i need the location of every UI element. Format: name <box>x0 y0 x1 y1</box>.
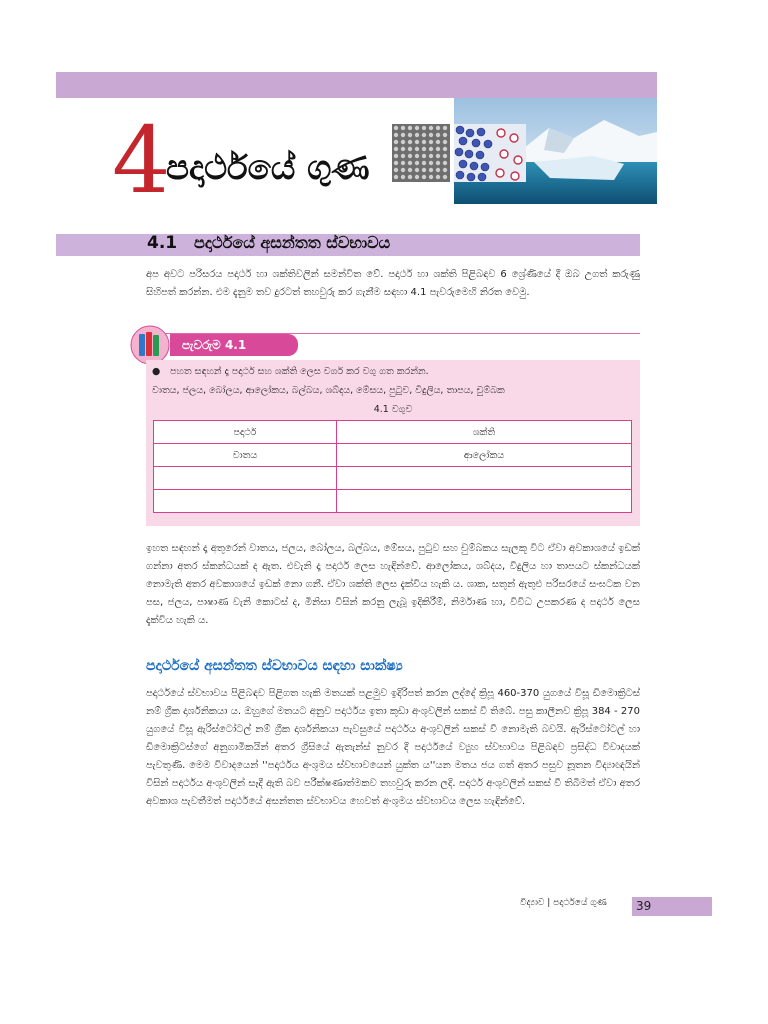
table-row <box>154 444 632 467</box>
table-caption: 4.1 වගුව <box>373 404 413 415</box>
intro-paragraph: අප අවට පරිසරය පදාර්ථ හා ශක්තිවලින් සමන්විත වේ. පදාර්ථ හා ශක්ති පිළිබඳව 6 ශ්‍රේණියේ දී ඔබ උගත් කරුණු සිහිපත් කරන්න. එම දැනුම තව දුරටත් තහවුරු කර ගැනීම සඳහා 4.1 පැවරුමෙහි නිරත වෙමු. <box>146 269 640 298</box>
particle-grid-image <box>392 124 450 182</box>
page-number: 39 <box>636 899 652 913</box>
classification-table <box>153 420 632 513</box>
header-band <box>56 72 657 98</box>
table-cell <box>154 467 337 490</box>
table-cell: ආලෝකය <box>336 444 631 467</box>
footer-label: විද්‍යාව | පදාර්ථයේ ගුණ <box>520 898 607 908</box>
table-row <box>154 467 632 490</box>
table-header-cell: පදාර්ථ <box>154 421 337 444</box>
molecules-image <box>454 124 526 182</box>
activity-instruction-text: පහත සඳහන් දෑ පදාර්ථ සහ ශක්ති ලෙස වර්ග කර වගු ගත කරන්න. <box>170 366 429 377</box>
section-number: 4.1 <box>147 233 178 253</box>
history-paragraph: පදාර්ථයේ ස්වභාවය පිළිබඳව පිළිගත හැකි මතයක් පළමුව ඉදිරිපත් කරන ලද්දේ ක්‍රිපූ 460-370 යුගයේ විසූ ඩිමොක්‍රිටස් නම් ග්‍රීක දාර්ශනිකයා ය. ඔහුගේ මතයට අනුව පදාර්ථය ඉතා කුඩා අංශුවලින් සකස් වී තිබේ. පසු කාලීනව ක්‍රිපූ 384 - 270 යුගයේ විසූ ඇරිස්ටෝටල් නම් ග්‍රීක දාර්ශනිකයා පැවසුයේ පදාර්ථය අංශුවලින් සකස් වී නොමැති බවයි. ඇරිස්ටෝටල් හා ඩිමොක්‍රිටස්ගේ අනුගාමිකයින් අතර ග්‍රීසියේ ඇතැන්ස් නුවර දී පදාර්ථයේ ව්‍යුහ ස්වභාවය පිළිබඳව ප්‍රසිද්ධ විවාදයක් පැවතුණි. මෙම විවාදයෙන් ''පදාර්ථය අංශුමය ස්වභාවයෙන් යුක්ත ය''යන මතය ජය ගත් අතර පසුව නූතන විද්‍යාඥයින් විසින් පදාර්ථය අංශුවලින් සෑදී ඇති බව පරීක්ෂණාත්මකව තහවුරු කරන ලදි. පදාර්ථ අංශුවලින් සකස් වී තිබීමත් ඒවා අතර අවකාශ පැවතීමත් පදාර්ථයේ අසන්තත ස්වභාවය හෙවත් අංශුමය ස්වභාවය ලෙස හැඳින්වේ. <box>146 688 640 807</box>
table-cell <box>336 467 631 490</box>
table-cell: වාතය <box>154 444 337 467</box>
table-row <box>154 490 632 513</box>
bullet-icon: ● <box>152 366 161 377</box>
chapter-title: පදාර්ථයේ ගුණ <box>166 148 370 188</box>
activity-label: පැවරුම 4.1 <box>170 334 298 356</box>
chapter-number: 4 <box>112 107 171 214</box>
table-header-row <box>154 421 632 444</box>
table-cell <box>336 490 631 513</box>
explanation-paragraph: ඉහත සඳහන් දෑ අතුරෙන් වාතය, ජලය, බෝලය, බල්බය, මේසය, පුටුව සහ චුම්බකය සැලකූ විට ඒවා අවකාශයේ ඉඩක් ගන්නා අතර ස්කන්ධයක් ද ඇත. එවැනි දෑ පදාර්ථ ලෙස හැඳින්වේ. ආලෝකය, ශබ්දය, විදුලිය හා තාපයට ස්කන්ධයක් නොමැති අතර අවකාශයේ ඉඩක් නො ගනී. ඒවා ශක්ති ලෙස දැක්විය හැකි ය. ශාක, සතුන් ඇතුළු පරිසරයේ සංඝටක වන පස, ජලය, පාෂාණ වැනි කොටස් ද, මිනිසා විසින් කරනු ලැබූ ඉදිකිරීම්, නිර්මාණ හා, විවිධ උපකරණ ද පදාර්ථ ලෙස දැක්විය හැකි ය. <box>146 543 640 626</box>
books-icon <box>130 325 170 365</box>
table-header-cell: ශක්ති <box>336 421 631 444</box>
section-title: පදාර්ථයේ අසන්තත ස්වභාවය <box>194 233 391 252</box>
activity-items: වාතය, ජලය, බෝලය, ආලෝකය, බල්බය, ශබ්දය, මේසය, පුටුව, විදුලිය, තාපය, චුම්බක <box>152 385 505 396</box>
activity-instruction <box>152 365 632 379</box>
table-cell <box>154 490 337 513</box>
sub-heading: පදාර්ථයේ අසන්තත ස්වභාවය සඳහා සාක්ෂ්‍ය <box>146 658 403 674</box>
